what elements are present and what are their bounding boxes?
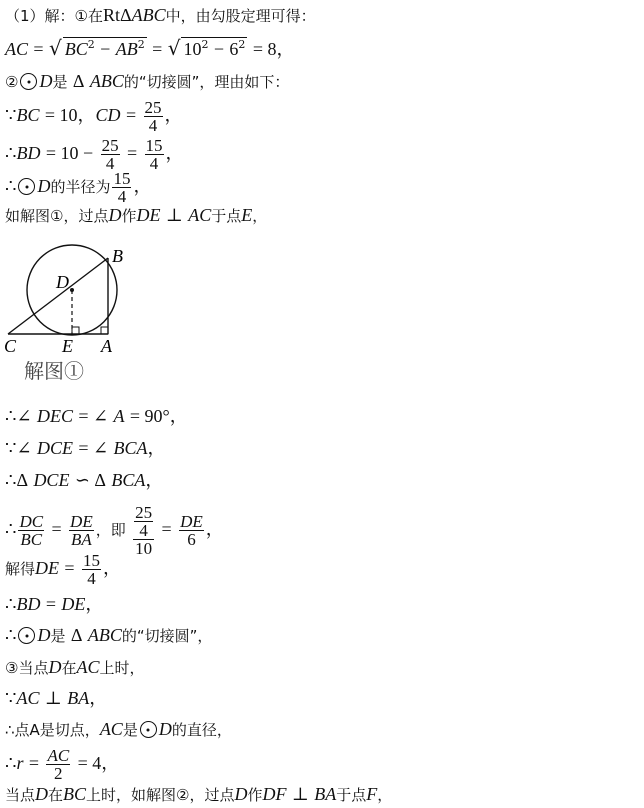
line-3: [5, 70, 289, 93]
denominator: 6: [187, 530, 196, 549]
math: ∴: [5, 753, 17, 773]
radical-sign: √: [48, 36, 62, 60]
numerator: DE: [180, 512, 203, 531]
math: BA: [67, 688, 90, 708]
line-14: [5, 624, 212, 647]
circle-dot-icon: [18, 178, 35, 195]
math: D: [39, 71, 53, 91]
fraction: [145, 137, 164, 172]
circle-dot-icon: [140, 721, 157, 738]
denominator: BA: [70, 530, 92, 549]
math: ∴∠: [5, 406, 32, 426]
text: 于点: [211, 207, 242, 225]
math: ⊥: [165, 205, 183, 225]
denominator: 4: [117, 187, 127, 206]
exponent: 2: [201, 38, 209, 51]
text: 是: [50, 627, 66, 645]
math: BC: [64, 39, 88, 59]
fraction: [112, 170, 131, 205]
denominator: 4: [87, 569, 96, 588]
math: ，: [133, 176, 152, 196]
text: 于点: [336, 786, 367, 804]
math: =: [152, 39, 163, 59]
math: ，: [165, 143, 184, 163]
line-18: [5, 747, 119, 782]
exponent: 2: [137, 38, 145, 51]
math: ∵: [5, 105, 17, 125]
math: Δ: [72, 71, 85, 91]
math: ⊥: [291, 784, 309, 804]
text: 的“切接圆”，: [121, 627, 213, 645]
compound-fraction: [133, 504, 154, 557]
math: = 90°，: [129, 406, 188, 426]
math: ⊥: [44, 688, 62, 708]
radicand: [63, 37, 147, 61]
line-13: [5, 593, 103, 616]
math: D: [35, 784, 49, 804]
math: AC: [5, 39, 29, 59]
denominator: 4: [139, 521, 148, 540]
point-d: [70, 288, 74, 292]
math: F: [366, 784, 378, 804]
right-angle-a: [101, 327, 108, 334]
line-7: [5, 204, 267, 227]
numerator: DE: [70, 512, 93, 531]
denominator: 10: [135, 539, 153, 558]
right-angle-e: [72, 327, 79, 334]
line-17: [5, 718, 232, 741]
radicand: [181, 37, 247, 61]
math: =: [45, 594, 57, 614]
math: ，: [164, 105, 183, 125]
math: D: [37, 176, 51, 196]
math: ∴: [5, 625, 17, 645]
math: ，: [85, 594, 104, 614]
math: = 4，: [77, 753, 120, 773]
denominator: BC: [20, 530, 43, 549]
math: ∴: [5, 176, 17, 196]
denominator: 2: [54, 764, 63, 783]
math: = 10，: [44, 105, 96, 125]
math: D: [48, 657, 62, 677]
math: BCA: [111, 470, 146, 490]
math: ∴: [5, 143, 17, 163]
label-c: C: [4, 336, 17, 356]
fraction: [18, 513, 44, 548]
figure-caption: 解图①: [24, 359, 84, 383]
math: BA: [314, 784, 337, 804]
math: D: [37, 625, 51, 645]
math: −: [100, 39, 111, 59]
text: 中，由勾股定理可得：: [165, 7, 316, 25]
math: 10: [183, 39, 202, 59]
text: 的半径为: [50, 178, 111, 196]
math: D: [108, 205, 122, 225]
segment-cb: [8, 258, 108, 334]
math: DCE: [36, 438, 73, 458]
label-e: E: [62, 336, 73, 356]
line-8: [5, 405, 188, 428]
math: BD: [16, 143, 41, 163]
math: Δ: [120, 5, 132, 25]
math: AB: [115, 39, 138, 59]
math: Δ: [70, 625, 83, 645]
text: 是: [52, 73, 68, 91]
line-5: [5, 137, 184, 172]
math: DEC: [36, 406, 73, 426]
denominator: 4: [149, 154, 159, 173]
fraction: [101, 137, 120, 172]
fraction: [144, 99, 163, 134]
numerator: 25: [135, 503, 153, 522]
math: =: [126, 143, 138, 163]
line-4: [5, 99, 183, 134]
text: 作: [121, 207, 137, 225]
line-1: [5, 4, 316, 27]
numerator: 25: [144, 98, 162, 117]
math: ，: [205, 519, 224, 539]
math: = 8，: [252, 39, 295, 59]
math: 6: [229, 39, 239, 59]
text: 如解图①，过点: [5, 207, 109, 225]
math: ，: [145, 470, 164, 490]
fraction: [179, 513, 204, 548]
fraction: [82, 552, 101, 587]
math: =: [51, 519, 62, 539]
math: BCA: [113, 438, 148, 458]
math: DE: [35, 558, 60, 578]
math: BC: [63, 784, 87, 804]
math: CD: [95, 105, 121, 125]
math: ∴Δ: [5, 470, 29, 490]
math: =: [161, 519, 172, 539]
numerator: 15: [145, 136, 163, 155]
circle-dot-icon: [20, 73, 37, 90]
numerator: [133, 504, 154, 540]
label-a: A: [101, 336, 112, 356]
math: DE: [136, 205, 161, 225]
geometry-figure: [0, 238, 140, 388]
line-12: [5, 552, 121, 587]
line-19: [5, 783, 392, 806]
math: A: [113, 406, 125, 426]
text: ，: [377, 786, 393, 804]
math: =: [64, 558, 75, 578]
math: DCE: [33, 470, 70, 490]
denominator: 4: [105, 154, 115, 173]
text: 当点: [5, 786, 36, 804]
math: =: [33, 39, 44, 59]
text: 是: [122, 721, 138, 739]
math: =: [125, 105, 137, 125]
math: ABC: [131, 5, 166, 25]
line-10: [5, 469, 163, 492]
math: AC: [99, 719, 123, 739]
math: DF: [262, 784, 287, 804]
numerator: 15: [82, 551, 100, 570]
math: BC: [16, 105, 40, 125]
text: 在: [61, 659, 77, 677]
line-9: [5, 437, 166, 460]
math: ∽ Δ: [74, 470, 107, 490]
exponent: 2: [87, 38, 95, 51]
math: AC: [76, 657, 100, 677]
math: Rt: [103, 5, 121, 25]
math: D: [234, 784, 248, 804]
exponent: 2: [238, 38, 246, 51]
math: ∵∠: [5, 438, 32, 458]
math: = 10 −: [45, 143, 94, 163]
label-b: B: [112, 246, 123, 266]
numerator: 15: [113, 169, 131, 188]
text: ②: [5, 73, 19, 91]
text: 解得: [5, 560, 36, 578]
math: AC: [16, 688, 40, 708]
fraction: [134, 504, 153, 539]
text: 的直径，: [171, 721, 232, 739]
math: E: [241, 205, 253, 225]
math: D: [158, 719, 172, 739]
text: （1）解：①在: [5, 7, 103, 25]
numerator: 25: [101, 136, 119, 155]
text: ∴点A是切点，: [5, 721, 100, 739]
fraction: [46, 747, 70, 782]
label-d: D: [56, 272, 69, 292]
text: 在: [48, 786, 64, 804]
line-15: [5, 656, 145, 679]
text: ，即: [95, 521, 126, 539]
math: ∴: [5, 594, 17, 614]
math: ABC: [89, 71, 124, 91]
math: = ∠: [78, 438, 109, 458]
math: =: [28, 753, 40, 773]
math: ，: [89, 688, 108, 708]
line-2: [5, 37, 294, 61]
text: 上时，如解图②，过点: [86, 786, 235, 804]
line-6: [5, 170, 151, 205]
denominator: 4: [148, 116, 158, 135]
circle-dot-icon: [18, 627, 35, 644]
line-11: [5, 504, 224, 557]
math: AC: [188, 205, 212, 225]
fraction: [69, 513, 94, 548]
math: ，: [102, 558, 121, 578]
numerator: DC: [19, 512, 44, 531]
math: r: [16, 753, 24, 773]
math: BD: [16, 594, 41, 614]
text: 作: [247, 786, 263, 804]
text: 的“切接圆”，理由如下：: [123, 73, 290, 91]
math: ∴: [5, 519, 17, 539]
math: = ∠: [78, 406, 109, 426]
math: ABC: [87, 625, 122, 645]
text: ，: [252, 207, 268, 225]
line-16: [5, 687, 107, 710]
math: DE: [61, 594, 86, 614]
math: −: [213, 39, 224, 59]
numerator: AC: [47, 746, 70, 765]
text: 上时，: [99, 659, 145, 677]
math: ，: [147, 438, 166, 458]
text: ③当点: [5, 659, 49, 677]
math: ∵: [5, 688, 17, 708]
radical-sign: √: [167, 36, 181, 60]
